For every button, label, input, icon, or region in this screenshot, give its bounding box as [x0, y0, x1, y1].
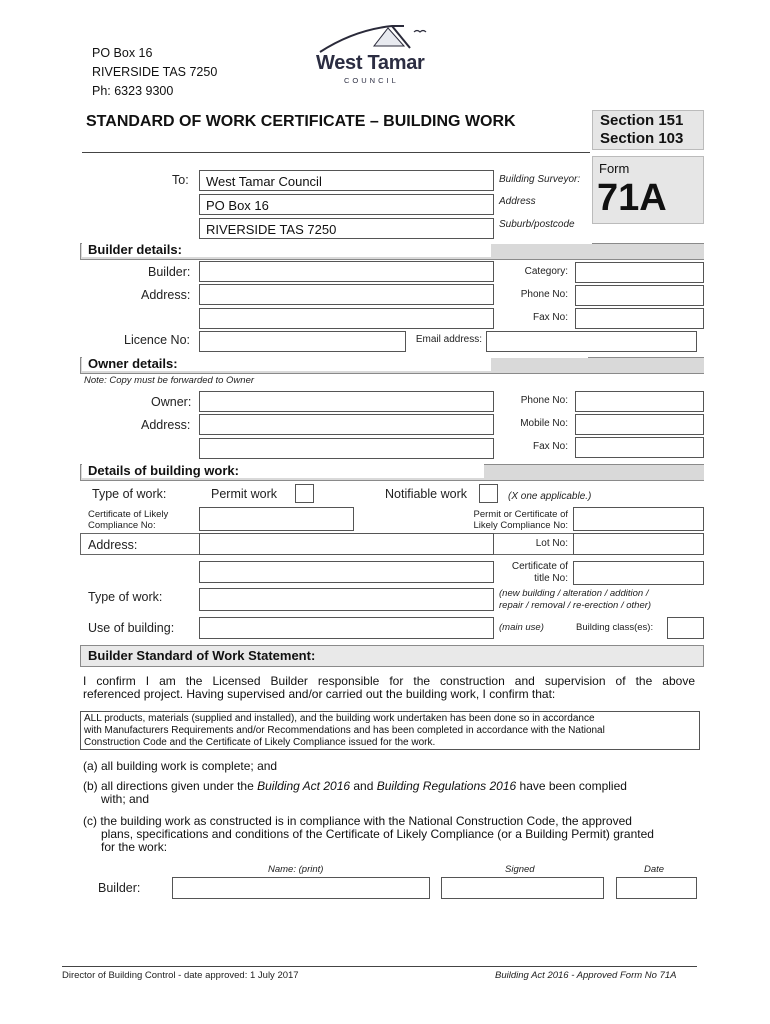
compliance-line-3: Construction Code and the Certificate of Likely Compliance issued for the work. — [84, 737, 436, 748]
builder-section-title: Builder details: — [82, 242, 592, 257]
sig-name-field[interactable] — [172, 877, 430, 899]
item-b-pre: (b) all directions given under the — [83, 779, 258, 793]
to-label: To: — [172, 173, 189, 187]
owner-name-field[interactable] — [199, 391, 494, 412]
builder-phone-label: Phone No: — [520, 289, 568, 300]
item-c-line-1: (c) the building work as constructed is in compliance with the National Construction Code, the approved — [83, 814, 632, 828]
statement-intro — [83, 675, 695, 701]
permit-clc-line-2: Likely Compliance No: — [473, 520, 568, 531]
x-one-note: (X one applicable.) — [508, 491, 592, 502]
sig-builder-label: Builder: — [98, 881, 141, 895]
permit-clc-line-1: Permit or Certificate of — [473, 509, 568, 520]
item-b-line-2: with; and — [101, 792, 150, 806]
lot-field[interactable] — [573, 533, 704, 555]
compliance-line-2: with Manufacturers Requirements and/or Recommendations and has been completed in accordance with the National — [84, 725, 605, 736]
lot-label: Lot No: — [535, 538, 568, 549]
owner-address-field-1[interactable] — [199, 414, 494, 435]
builder-fax-field[interactable] — [575, 308, 704, 329]
clc-number-field[interactable] — [199, 507, 354, 531]
owner-section-title: Owner details: — [82, 356, 588, 371]
to-line-3[interactable]: RIVERSIDE TAS 7250 — [199, 218, 494, 239]
address-line-pobox: PO Box 16 — [92, 46, 153, 60]
notifiable-work-checkbox[interactable] — [479, 484, 498, 503]
owner-phone-field[interactable] — [575, 391, 704, 412]
footer-rule — [62, 966, 697, 967]
work-section-title: Details of building work: — [82, 463, 484, 478]
builder-label: Builder: — [148, 265, 191, 279]
to-line-2[interactable]: PO Box 16 — [199, 194, 494, 215]
item-a: (a) all building work is complete; and — [83, 759, 278, 773]
form-label: Form — [599, 161, 630, 176]
logo-name: West Tamar — [316, 52, 425, 74]
builder-address-field-1[interactable] — [199, 284, 494, 305]
sig-name-label: Name: (print) — [268, 864, 324, 875]
email-label: Email address: — [415, 334, 482, 345]
builder-address-field-2[interactable] — [199, 308, 494, 329]
section-box — [592, 110, 704, 150]
builder-fax-label: Fax No: — [532, 312, 568, 323]
builder-name-field[interactable] — [199, 261, 494, 282]
address-line-suburb: RIVERSIDE TAS 7250 — [92, 65, 218, 79]
page-title: STANDARD OF WORK CERTIFICATE – BUILDING WORK — [86, 113, 516, 130]
item-b — [83, 780, 703, 806]
type-of-work-field[interactable] — [199, 588, 494, 611]
type-of-work-2-label: Type of work: — [88, 590, 163, 604]
building-class-label: Building class(es): — [576, 622, 654, 633]
builder-phone-field[interactable] — [575, 285, 704, 306]
owner-address-field-2[interactable] — [199, 438, 494, 459]
logo-sub: COUNCIL — [344, 76, 399, 85]
notifiable-work-label: Notifiable work — [385, 487, 467, 501]
type-of-work-hint — [499, 588, 651, 612]
footer-right: Building Act 2016 - Approved Form No 71A — [495, 970, 677, 981]
title-cert-field[interactable] — [573, 561, 704, 585]
item-b-post: have been complied — [516, 779, 627, 793]
statement-section-title: Builder Standard of Work Statement: — [88, 648, 316, 663]
section-103: Section 103 — [600, 130, 684, 147]
sig-date-label: Date — [644, 864, 665, 875]
type-of-work-label: Type of work: — [92, 487, 167, 501]
item-c — [83, 815, 703, 854]
surveyor-suburb-label: Suburb/postcode — [499, 219, 575, 230]
title-cert-line-2: title No: — [534, 573, 568, 584]
item-b-act: Building Act 2016 — [257, 779, 351, 793]
clc-label-line-1: Certificate of Likely — [88, 509, 169, 520]
title-cert-line-1: Certificate of — [511, 561, 568, 572]
item-c-line-2: plans, specifications and conditions of the Certificate of Likely Compliance (or a Building Permit) granted — [101, 827, 654, 841]
use-of-building-label: Use of building: — [88, 621, 175, 635]
owner-label: Owner: — [151, 395, 192, 409]
permit-work-label: Permit work — [211, 487, 277, 501]
building-class-field[interactable] — [667, 617, 704, 639]
logo-swoosh-icon — [314, 22, 444, 56]
clc-label-line-2: Compliance No: — [88, 520, 156, 531]
sig-signed-label: Signed — [505, 864, 535, 875]
licence-field[interactable] — [199, 331, 406, 352]
council-logo — [314, 22, 444, 88]
item-c-line-3: for the work: — [101, 840, 168, 854]
owner-note: Note: Copy must be forwarded to Owner — [84, 375, 255, 386]
owner-address-label: Address: — [141, 418, 191, 432]
title-rule — [82, 152, 590, 153]
builder-address-label: Address: — [141, 288, 191, 302]
category-field[interactable] — [575, 262, 704, 283]
owner-phone-label: Phone No: — [520, 395, 568, 406]
statement-compliance-box — [80, 711, 700, 750]
statement-intro-line-2: referenced project. Having supervised and/or carried out the building work, I confirm that: — [83, 687, 556, 701]
section-151: Section 151 — [600, 112, 684, 129]
owner-fax-label: Fax No: — [532, 441, 568, 452]
permit-work-checkbox[interactable] — [295, 484, 314, 503]
title-cert-label — [490, 561, 568, 585]
compliance-line-1: ALL products, materials (supplied and installed), and the building work undertaken has been done so in accordance — [84, 713, 595, 724]
owner-mobile-field[interactable] — [575, 414, 704, 435]
to-line-1[interactable]: West Tamar Council — [199, 170, 494, 191]
permit-clc-field[interactable] — [573, 507, 704, 531]
category-label: Category: — [524, 266, 568, 277]
use-of-building-field[interactable] — [199, 617, 494, 639]
type-hint-line-1: (new building / alteration / addition / — [499, 588, 649, 599]
surveyor-address-label: Address — [499, 196, 536, 207]
item-b-regs: Building Regulations 2016 — [376, 779, 517, 793]
work-address-label: Address: — [88, 538, 138, 552]
form-number-box — [592, 156, 704, 224]
council-address — [92, 44, 217, 101]
owner-fax-field[interactable] — [575, 437, 704, 458]
building-surveyor-label: Building Surveyor: — [499, 174, 581, 185]
work-address-field-2[interactable] — [199, 561, 494, 583]
footer-left: Director of Building Control - date approved: 1 July 2017 — [62, 970, 299, 981]
work-address-field-1[interactable] — [199, 533, 494, 555]
type-hint-line-2: repair / removal / re-erection / other) — [499, 600, 652, 611]
item-b-and: and — [350, 779, 377, 793]
permit-clc-label — [420, 509, 568, 531]
sig-date-field[interactable] — [616, 877, 697, 899]
statement-intro-line-1: I confirm I am the Licensed Builder responsible for the construction and supervision of the above — [83, 674, 695, 688]
main-use-hint: (main use) — [499, 622, 544, 633]
licence-label: Licence No: — [124, 333, 191, 347]
address-line-phone: Ph: 6323 9300 — [92, 84, 174, 98]
sig-signed-field[interactable] — [441, 877, 604, 899]
email-field[interactable] — [486, 331, 697, 352]
owner-mobile-label: Mobile No: — [520, 418, 568, 429]
form-number: 71A — [597, 177, 667, 219]
clc-label — [88, 509, 168, 531]
